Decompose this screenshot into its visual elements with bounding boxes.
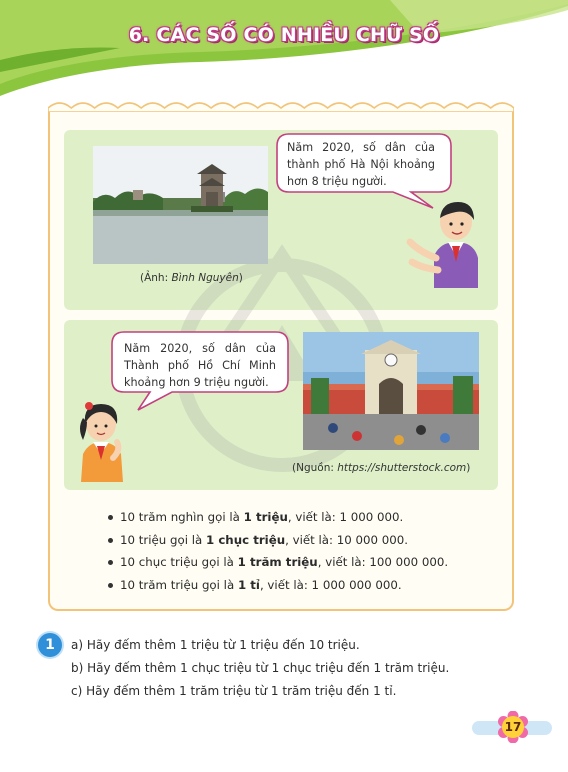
fact-item: 10 trăm nghìn gọi là 1 triệu, viết là: 1 000 000. <box>104 506 484 529</box>
hanoi-population-text: Năm 2020, số dân của thành phố Hà Nội khoảng hơn 8 triệu người. <box>287 141 435 188</box>
hcm-photo-caption: (Nguồn: https://shutterstock.com) <box>292 462 471 474</box>
fact-item: 10 trăm triệu gọi là 1 tỉ, viết là: 1 000 000 000. <box>104 574 484 597</box>
exercise-item-c: c) Hãy đếm thêm 1 trăm triệu từ 1 trăm triệu đến 1 tỉ. <box>71 684 397 698</box>
hoan-kiem-lake-photo <box>93 146 268 264</box>
exercise-number-badge: 1 <box>38 633 62 657</box>
hanoi-photo-caption: (Ảnh: Bình Nguyên) <box>140 272 243 284</box>
fact-item: 10 chục triệu gọi là 1 trăm triệu, viết là: 100 000 000. <box>104 551 484 574</box>
exercise-item-b: b) Hãy đếm thêm 1 chục triệu từ 1 chục triệu đến 1 trăm triệu. <box>71 661 450 675</box>
header-band <box>0 0 568 110</box>
bullet-dot-icon <box>108 583 113 588</box>
bullet-dot-icon <box>108 560 113 565</box>
exercise-list <box>71 634 541 703</box>
boy-character-illustration <box>404 196 482 288</box>
girl-character-illustration <box>77 398 133 482</box>
bullet-dot-icon <box>108 538 113 543</box>
photo-source-link: https://shutterstock.com <box>337 462 467 474</box>
bullet-dot-icon <box>108 515 113 520</box>
lesson-title: 6. CÁC SỐ CÓ NHIỀU CHỮ SỐ <box>128 24 440 46</box>
hcm-population-text: Năm 2020, số dân của Thành phố Hồ Chí Minh khoảng hơn 9 triệu người. <box>124 342 276 389</box>
exercise-item-a: a) Hãy đếm thêm 1 triệu từ 1 triệu đến 10 triệu. <box>71 638 360 652</box>
photo-author: Bình Nguyên <box>171 272 239 284</box>
page-number: 17 <box>504 720 522 734</box>
number-facts-list <box>104 506 484 596</box>
card-wavy-border <box>48 98 514 112</box>
fact-item: 10 triệu gọi là 1 chục triệu, viết là: 10 000 000. <box>104 529 484 552</box>
ben-thanh-market-photo <box>303 332 479 450</box>
